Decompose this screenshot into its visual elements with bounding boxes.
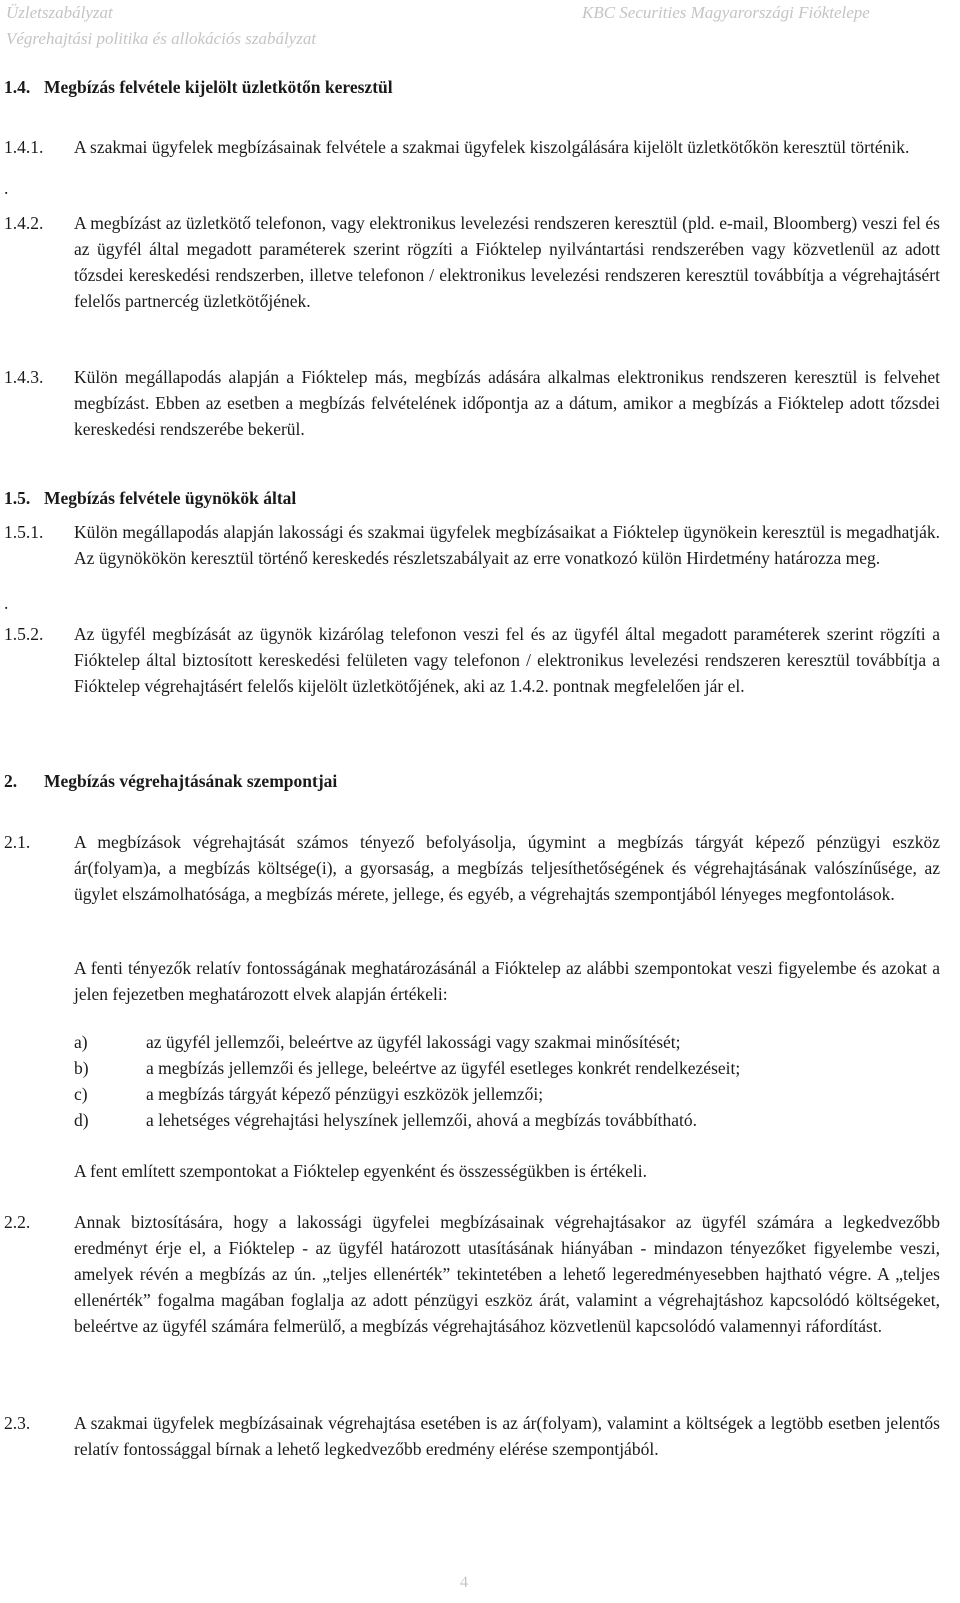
- section-title: Megbízás felvétele ügynökök által: [44, 488, 297, 508]
- paragraph-2-2: Annak biztosítására, hogy a lakossági ügyfelei megbízásainak végrehajtásakor az ügyfél számára a legkedvezőbb eredményt érje el, a Fióktelep - az ügyfél határozott utasításának hiányában - mindazon tényezőket figyelembe veszi, amelyek révén a megbízás az ún. „teljes ellenérték” tekintetében a lehető legeredményesebben hajtható végre. A „teljes ellenérték” fogalma magában foglalja az adott pénzügyi eszköz árát, valamint a végrehajtáshoz kapcsolódó költségeket, beleértve az ügyfél számára felmerülő, a megbízás végrehajtásához közvetlenül kapcsolódó valamennyi ráfordítást.: [74, 1212, 940, 1336]
- paragraph-1-5-2: Az ügyfél megbízását az ügynök kizárólag telefonon veszi fel és az ügyfél által megadott paraméterek szerint rögzíti a Fióktelep által biztosított kereskedési felületen vagy telefonon / elektronikus levelezési rendszeren keresztül továbbítja a Fióktelep végrehajtásért felelős kijelölt üzletkötőjének, aki az 1.4.2. pontnak megfelelően jár el.: [74, 624, 940, 696]
- criteria-item-text: az ügyfél jellemzői, beleértve az ügyfél lakossági vagy szakmai minősítését;: [146, 1032, 681, 1052]
- stray-dot: .: [4, 593, 9, 613]
- paragraph-number-1-5-1: 1.5.1.: [4, 522, 44, 542]
- paragraph-2-1: A megbízások végrehajtását számos tényező befolyásolja, úgymint a megbízás tárgyát képező pénzügyi eszköz ár(folyam)a, a megbízás költsége(i), a gyorsaság, a megbízás teljesíthetőségének és végrehajtásának valószínűsége, az ügylet elszámolhatósága, a megbízás mérete, jellege, és egyéb, a végrehajtás szempontjából lényeges megfontolások.: [74, 832, 940, 904]
- criteria-item-text: a lehetséges végrehajtási helyszínek jellemzői, ahová a megbízás továbbítható.: [146, 1110, 698, 1130]
- paragraph-1-5-1: Külön megállapodás alapján lakossági és szakmai ügyfelek megbízásaikat a Fióktelep ügynökein keresztül is megadhatják. Az ügynökökön keresztül történő kereskedés részletszabályait az erre vonatkozó külön Hirdetmény határozza meg.: [74, 522, 940, 568]
- paragraph-number-1-5-2: 1.5.2.: [4, 624, 44, 644]
- section-heading-2: [4, 771, 337, 792]
- section-heading-1-5: [4, 488, 296, 509]
- paragraph-2-1-criteria-intro: A fenti tényezők relatív fontosságának meghatározásánál a Fióktelep az alábbi szempontokat veszi figyelembe és azokat a jelen fejezetben meghatározott elvek alapján értékeli:: [74, 958, 940, 1004]
- section-number: 1.4.: [4, 77, 31, 97]
- section-title: Megbízás végrehajtásának szempontjai: [44, 771, 338, 791]
- paragraph-number-2-3: 2.3.: [4, 1413, 31, 1433]
- page-number: 4: [460, 1574, 468, 1591]
- paragraph-1-4-1: A szakmai ügyfelek megbízásainak felvétele a szakmai ügyfelek kiszolgálására kijelölt üzletkötőkön keresztül történik.: [74, 137, 910, 157]
- header-policy-title: Végrehajtási politika és allokációs szabályzat: [6, 29, 317, 48]
- criteria-item-label: d): [74, 1110, 89, 1130]
- header-left: [6, 0, 316, 52]
- section-title: Megbízás felvétele kijelölt üzletkötőn keresztül: [44, 77, 393, 97]
- paragraph-1-4-3: Külön megállapodás alapján a Fióktelep más, megbízás adására alkalmas elektronikus rendszeren keresztül is felvehet megbízást. Ebben az esetben a megbízás felvételének időpontja az a dátum, amikor a megbízás a Fióktelep adott tőzsdei kereskedési rendszerébe bekerül.: [74, 367, 940, 439]
- section-number: 1.5.: [4, 488, 31, 508]
- criteria-item-label: c): [74, 1084, 88, 1104]
- paragraph-number-1-4-3: 1.4.3.: [4, 367, 44, 387]
- paragraph-2-1-summary: A fent említett szempontokat a Fióktelep egyenként és összességükben is értékeli.: [74, 1161, 647, 1181]
- paragraph-number-1-4-2: 1.4.2.: [4, 213, 44, 233]
- paragraph-number-2-1: 2.1.: [4, 832, 31, 852]
- paragraph-number-1-4-1: 1.4.1.: [4, 137, 44, 157]
- paragraph-number-2-2: 2.2.: [4, 1212, 31, 1232]
- section-heading-1-4: [4, 77, 393, 98]
- criteria-item-text: a megbízás tárgyát képező pénzügyi eszközök jellemzői;: [146, 1084, 544, 1104]
- header-regulation-title: Üzletszabályzat: [6, 3, 113, 22]
- paragraph-2-3: A szakmai ügyfelek megbízásainak végrehajtása esetében is az ár(folyam), valamint a költségek a legtöbb esetben jelentős relatív fontossággal bírnak a lehető legkedvezőbb eredmény elérése szempontjából.: [74, 1413, 940, 1459]
- criteria-item-label: a): [74, 1032, 88, 1052]
- paragraph-1-4-2: A megbízást az üzletkötő telefonon, vagy elektronikus levelezési rendszeren keresztül (pld. e-mail, Bloomberg) veszi fel és az ügyfél által megadott paraméterek szerint rögzíti a Fióktelep nyilvántartási rendszerében vagy közvetlenül az adott tőzsdei kereskedési rendszerben, illetve telefonon / elektronikus levelezési rendszeren keresztül továbbítja a végrehajtásért felelős partnercég üzletkötőjének.: [74, 213, 940, 311]
- section-number: 2.: [4, 771, 18, 791]
- criteria-item-text: a megbízás jellemzői és jellege, beleértve az ügyfél esetleges konkrét rendelkezéseit;: [146, 1058, 741, 1078]
- header-company: KBC Securities Magyarországi Fióktelepe: [582, 3, 870, 22]
- stray-dot: .: [4, 178, 9, 198]
- criteria-item-label: b): [74, 1058, 89, 1078]
